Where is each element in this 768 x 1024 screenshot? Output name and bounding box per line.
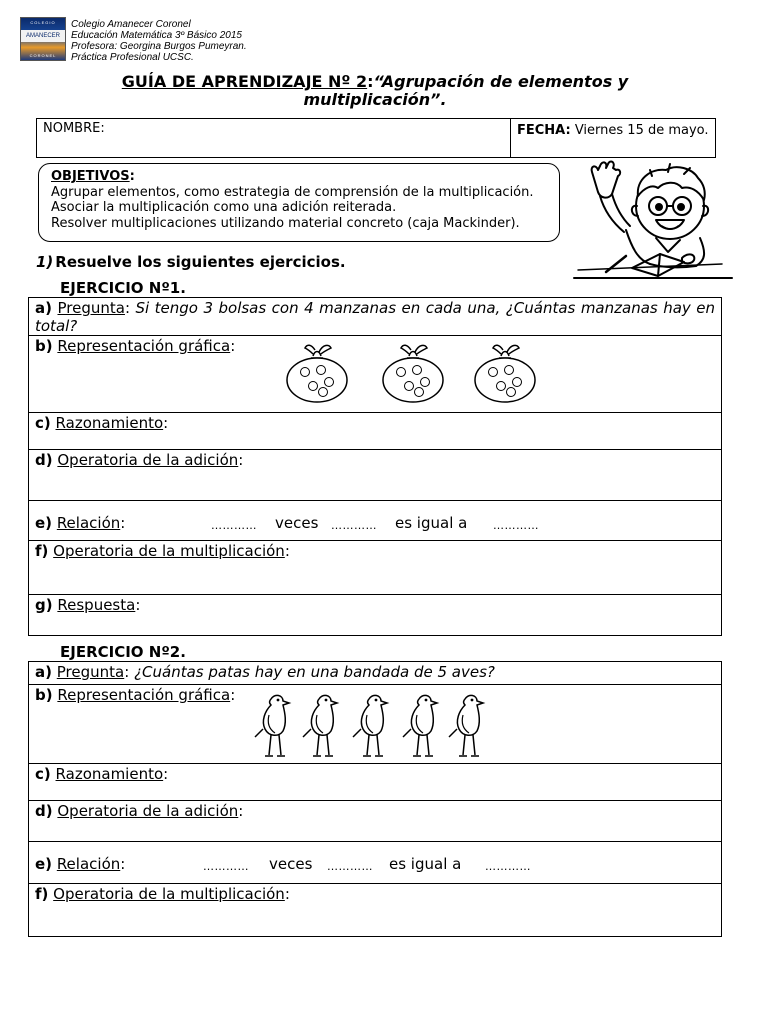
row-letter: g) [35,596,53,614]
blank-line: ………… [211,519,257,532]
exercise1-table [28,297,722,636]
page-title [60,73,690,109]
row-label: Operatoria de la multiplicación [53,885,285,903]
logo-middle-text: AMANECER [21,30,65,42]
row-letter: a) [35,299,52,317]
row-letter: e) [35,514,53,532]
row-label: Operatoria de la adición [57,451,239,469]
title-topic: “Agrupación de elementos y multiplicación”. [303,72,629,109]
header-teacher: Profesora: Georgina Burgos Pumeyran. [71,41,247,52]
exercise2-addition-row: d) Operatoria de la adición: [29,801,721,842]
exercise1-question: Si tengo 3 bolsas con 4 manzanas en cada una, ¿Cuántas manzanas hay en total? [35,299,715,335]
date-value: Viernes 15 de mayo. [570,123,709,138]
name-date-divider [510,119,511,157]
row-label: Razonamiento [55,765,164,783]
blank-line: ………… [203,860,249,873]
row-letter: b) [35,337,53,355]
exercise2-heading: EJERCICIO Nº2. [60,643,186,661]
title-colon: : [367,72,374,91]
objective-item: Agrupar elementos, como estrategia de comprensión de la multiplicación. [51,184,534,200]
exercise2-multiplication-row: f) Operatoria de la multiplicación: [35,885,290,903]
row-letter: c) [35,765,51,783]
logo-top-text: COLEGIO [30,20,56,25]
relation-veces: veces [275,514,319,532]
exercise2-reasoning-row: c) Razonamiento: [29,764,721,801]
row-label: Representación gráfica [57,337,231,355]
exercise2-question: ¿Cuántas patas hay en una bandada de 5 aves? [134,663,495,681]
header-subject: Educación Matemática 3º Básico 2015 [71,30,242,41]
exercise2-question-row: a) Pregunta: ¿Cuántas patas hay en una bandada de 5 aves? [29,662,721,685]
title-prefix: GUÍA DE APRENDIZAJE Nº 2 [121,72,368,91]
row-label: Representación gráfica [57,686,231,704]
row-label: Relación [56,855,121,873]
exercise1-heading: EJERCICIO Nº1. [60,279,186,297]
exercise1-graphic-row: b) Representación gráfica: [29,336,721,413]
bird-icon [303,695,337,756]
apple-bag-icon [287,345,347,402]
blank-line: ………… [485,860,531,873]
relation-igual: es igual a [395,514,468,532]
row-letter: f) [35,542,49,560]
waving-kid-illustration [572,160,734,282]
bird-icon [353,695,387,756]
row-letter: d) [35,802,53,820]
exercise1-answer-row: g) Respuesta: [35,596,141,614]
bird-icon [255,695,289,756]
header-practice: Práctica Profesional UCSC. [71,52,194,63]
objectives-box [38,163,560,242]
row-label: Pregunta [57,299,125,317]
name-date-box [36,118,716,158]
row-letter: d) [35,451,53,469]
apple-bag-icon [475,345,535,402]
row-letter: c) [35,414,51,432]
school-logo [20,17,66,61]
exercise1-reasoning-row: c) Razonamiento: [29,413,721,450]
school-header [71,19,247,63]
date-label: FECHA: [517,123,571,138]
date-field [517,121,711,141]
exercise1-question-row: a) Pregunta: Si tengo 3 bolsas con 4 manzanas en cada una, ¿Cuántas manzanas hay en total? [29,298,721,336]
instruction-number: 1) [36,253,54,271]
row-letter: f) [35,885,49,903]
blank-line: ………… [493,519,539,532]
exercise2-relation-row: e) Relación: ………… veces ………… es igual a ………… [29,842,721,884]
row-letter: b) [35,686,53,704]
row-label: Razonamiento [55,414,164,432]
header-school: Colegio Amanecer Coronel [71,19,191,30]
row-label: Operatoria de la multiplicación [53,542,285,560]
blank-line: ………… [327,860,373,873]
exercise1-multiplication-row: f) Operatoria de la multiplicación: [29,541,721,595]
row-label: Pregunta [56,663,125,681]
exercise1-addition-row: d) Operatoria de la adición: [29,450,721,501]
blank-line: ………… [331,519,377,532]
instruction [36,253,346,271]
bird-icon [449,695,483,756]
row-label: Respuesta [57,596,136,614]
objectives-title: OBJETIVOS [51,169,130,184]
exercise1-relation-row: e) Relación: ………… veces ………… es igual a ………… [29,501,721,541]
relation-igual: es igual a [389,855,462,873]
bird-icon [403,695,437,756]
name-label: NOMBRE: [43,121,105,136]
row-label: Relación [56,514,121,532]
kid-svg [572,160,734,282]
apple-bag-icon [383,345,443,402]
logo-bottom-text: CORONEL [29,53,57,58]
objectives-colon: : [129,169,135,184]
objective-item: Resolver multiplicaciones utilizando material concreto (caja Mackinder). [51,215,520,231]
row-letter: a) [35,663,52,681]
objective-item: Asociar la multiplicación como una adición reiterada. [51,200,397,215]
instruction-text: Resuelve los siguientes ejercicios. [55,253,346,271]
exercise2-table [28,661,722,937]
birds-svg [247,689,487,761]
row-label: Operatoria de la adición [57,802,239,820]
apple-bags-svg [281,340,551,408]
exercise2-graphic-row: b) Representación gráfica: [29,685,721,764]
row-letter: e) [35,855,53,873]
relation-veces: veces [269,855,313,873]
